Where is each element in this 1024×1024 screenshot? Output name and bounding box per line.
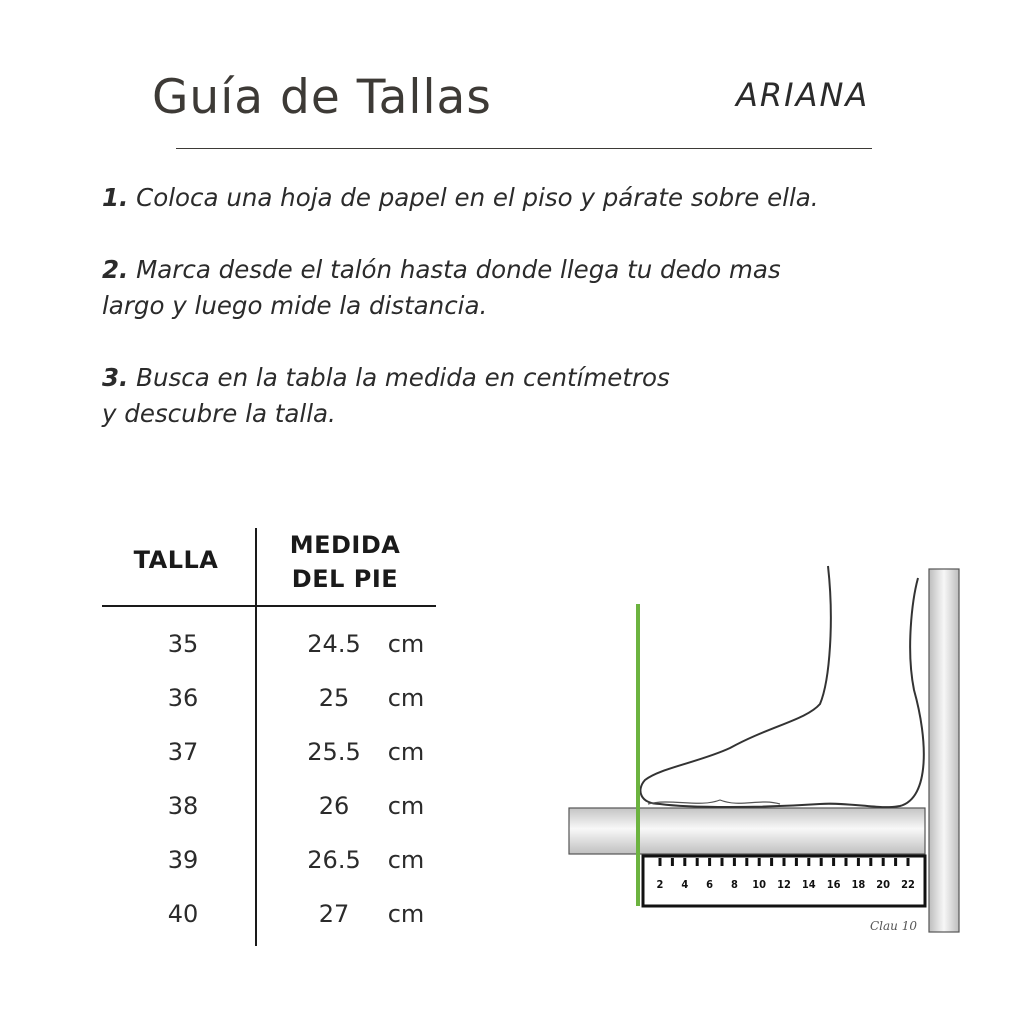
- ruler-tick: [770, 858, 773, 866]
- ruler-ticks: [659, 858, 910, 866]
- ruler-tick: [683, 858, 686, 866]
- instruction-step-2: [102, 252, 781, 324]
- measure-column-header: [270, 528, 420, 596]
- size-cell: 38: [167, 792, 199, 820]
- measure-cell: 26.5: [307, 846, 361, 874]
- platform-board: [569, 808, 925, 854]
- ruler-tick: [671, 858, 674, 866]
- ruler-tick: [721, 858, 724, 866]
- ruler-label: 10: [752, 878, 767, 891]
- table-header-divider: [102, 605, 436, 607]
- ruler-label: 16: [826, 878, 841, 891]
- wall-stop-board: [929, 569, 959, 932]
- table-row: [0, 900, 460, 940]
- foot-measurement-diagram: [560, 560, 980, 940]
- table-row: [0, 630, 460, 670]
- foot-outline: [640, 566, 923, 807]
- unit-cell: cm: [387, 738, 425, 766]
- page-title: Guía de Tallas: [152, 70, 492, 125]
- ruler-tick: [708, 858, 711, 866]
- measure-cell: 25.5: [307, 738, 361, 766]
- measure-cell: 26: [318, 792, 350, 820]
- step-text: y descubre la talla.: [102, 399, 336, 428]
- step-text: Marca desde el talón hasta donde llega tu dedo mas: [136, 255, 781, 284]
- table-row: [0, 846, 460, 886]
- toe-detail: [648, 800, 780, 804]
- ruler-label: 14: [801, 878, 816, 891]
- instruction-step-1: [102, 180, 819, 216]
- measure-header-line: DEL PIE: [291, 565, 399, 593]
- ruler-tick: [696, 858, 699, 866]
- measure-cell: 27: [318, 900, 350, 928]
- step-number: 3.: [102, 363, 129, 392]
- unit-cell: cm: [387, 900, 425, 928]
- ruler-label: 12: [777, 878, 791, 891]
- ruler-label: 20: [876, 878, 891, 891]
- ruler-tick: [882, 858, 885, 866]
- unit-cell: cm: [387, 792, 425, 820]
- ruler-tick: [745, 858, 748, 866]
- step-number: 2.: [102, 255, 129, 284]
- table-row: [0, 792, 460, 832]
- unit-cell: cm: [387, 630, 425, 658]
- size-cell: 35: [167, 630, 199, 658]
- ruler-tick: [758, 858, 761, 866]
- size-cell: 39: [167, 846, 199, 874]
- brand-name: ARIANA: [736, 76, 870, 114]
- measure-cell: 25: [318, 684, 350, 712]
- ruler-label: 2: [656, 878, 664, 891]
- step-text: Coloca una hoja de papel en el piso y párate sobre ella.: [136, 183, 819, 212]
- size-cell: 37: [167, 738, 199, 766]
- ruler-tick: [659, 858, 662, 866]
- size-cell: 36: [167, 684, 199, 712]
- table-row: [0, 738, 460, 778]
- ruler-tick: [795, 858, 798, 866]
- ruler-tick: [869, 858, 872, 866]
- ruler-tick: [907, 858, 910, 866]
- measure-header-line: MEDIDA: [289, 531, 401, 559]
- ruler-tick: [857, 858, 860, 866]
- table-row: [0, 684, 460, 724]
- title-divider: [176, 148, 872, 149]
- size-column-header: TALLA: [133, 546, 219, 574]
- ruler-tick: [894, 858, 897, 866]
- ruler-label: 18: [851, 878, 866, 891]
- ruler-label: 8: [730, 878, 738, 891]
- instruction-step-3: [102, 360, 670, 432]
- measure-cell: 24.5: [307, 630, 361, 658]
- ruler-label: 6: [706, 878, 714, 891]
- step-text: largo y luego mide la distancia.: [102, 291, 488, 320]
- ruler-tick: [783, 858, 786, 866]
- unit-cell: cm: [387, 846, 425, 874]
- ruler-tick: [733, 858, 736, 866]
- ruler-tick: [820, 858, 823, 866]
- size-cell: 40: [167, 900, 199, 928]
- ruler-tick: [807, 858, 810, 866]
- step-text: Busca en la tabla la medida en centímetros: [136, 363, 670, 392]
- illustrator-signature: Clau 10: [870, 919, 917, 933]
- ruler-label: 4: [681, 878, 689, 891]
- step-number: 1.: [102, 183, 129, 212]
- ruler-tick: [832, 858, 835, 866]
- unit-cell: cm: [387, 684, 425, 712]
- ruler-tick: [845, 858, 848, 866]
- ruler-label: 22: [901, 878, 915, 891]
